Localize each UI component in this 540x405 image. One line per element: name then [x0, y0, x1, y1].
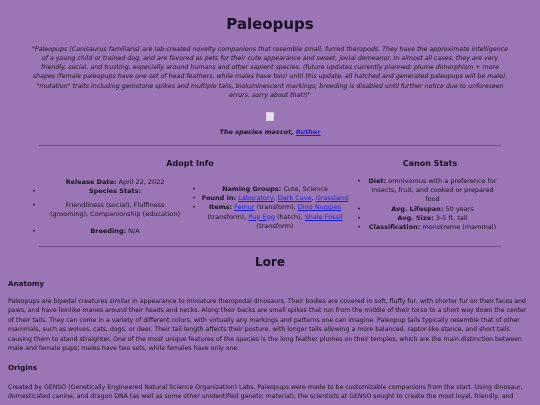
lifespan-item — [365, 205, 500, 214]
size-item — [365, 214, 500, 223]
naming-groups-item — [200, 185, 350, 194]
page-title: Paleopups — [226, 15, 314, 33]
link-grassland[interactable]: Grassland — [315, 194, 349, 203]
naming-value: Cute, Science — [283, 185, 328, 193]
link-femur[interactable]: Femur — [234, 203, 255, 212]
adopt-info-heading: Adopt Info — [166, 159, 214, 168]
size-value: 3-5 ft. tall — [435, 213, 468, 222]
species-stats-value: Friendliness (social), Fluffiness (grooming), Companionship (education) — [49, 201, 180, 219]
anatomy-heading: Anatomy — [8, 279, 45, 288]
naming-label: Naming Groups: — [222, 185, 282, 193]
class-value: monotreme (mammal) — [422, 223, 497, 232]
origins-heading: Origins — [8, 363, 38, 372]
breeding-label: Breeding: — [90, 226, 127, 235]
mascot-image[interactable] — [266, 112, 274, 121]
species-stats-item — [40, 187, 190, 196]
divider-top — [39, 145, 501, 146]
items-item — [200, 203, 350, 231]
size-label: Avg. Size: — [397, 213, 434, 222]
found-in-item: • Found in: Laboratory, Dark Cave, Grassland — [200, 194, 350, 203]
lifespan-value: 50 years — [445, 204, 474, 213]
species-stats-value-item — [40, 201, 190, 219]
lore-heading: Lore — [255, 255, 285, 269]
release-date — [40, 178, 190, 187]
release-label: Release Date: — [65, 178, 117, 186]
divider-bottom — [39, 246, 501, 247]
canon-stats-heading: Canon Stats — [402, 159, 458, 168]
link-pup-egg[interactable]: Pup Egg — [248, 212, 275, 221]
found-label: Found in: — [201, 194, 237, 203]
breeding-value: N/A — [128, 226, 140, 235]
mascot-link[interactable]: Ruther — [295, 128, 321, 136]
release-value: April 22, 2022 — [118, 178, 165, 186]
link-dark-cave[interactable]: Dark Cave — [277, 194, 312, 203]
classification-item — [365, 223, 500, 232]
link-shale-fossil[interactable]: Shale Fossil — [304, 212, 343, 221]
adopt-right-list — [200, 185, 350, 231]
class-label: Classification: — [368, 223, 421, 232]
mascot-caption — [0, 128, 540, 137]
dino-nuggies-note: (transform), — [207, 212, 247, 221]
anatomy-text: Paleopups are bipedal creatures similar in appearance to miniature theropodal dinosaurs. Their bodies are covered in soft, fluffy fur, with shorter fur on their faces and paws, and have lionlike manes around their heads and necks. Along their backs are small spikes that run from the middle of their torso to a short way down the center of their tails. They can come in a variety of different colors, with virtually any markings and patterns one can imagine. Paleopup tails typically resemble that of other mammals, such as wolves, cats, dogs, or deer. Their tail length affects their posture, with longer tails allowing a more balanced, raptor-like stance, and short tails causing them to stand straighter. One of the most unique features of the species is the long feather plumes on their temples, which are the main distinction between male and female pups; males have two sets, while females have only one. — [8, 298, 527, 353]
link-laboratory[interactable]: Laboratory — [238, 194, 274, 203]
breeding-item — [40, 227, 190, 236]
adopt-left-list — [40, 187, 190, 236]
canon-stats-list — [365, 177, 500, 232]
intro-text: "Paleopups (Canisaurus familiaris) are lab-created novelty companions that resemble small, furred theropods. They have the approximate intelligence of a young child or trained dog, and are favored as pets for their cute appearance and sweet, jovial demeanor. In almost all cases, they are very friendly, social, and trusting, especially around humans and other sapient species. (future updates currently planned: plume dimorphism + more shapes (female paleopups have one set of head feathers, while males have two! until this update, all hatched and generated paleopups will be male), "mutation" traits including gemstone spikes and multiple tails, bioluminescent markings; breeding is disabled until further notice due to unforeseen errors, sorry about that!)" — [32, 46, 508, 99]
diet-label: Diet: — [368, 177, 387, 185]
diet-item — [365, 177, 500, 205]
pup-egg-note: (hatch), — [277, 212, 303, 221]
mascot-label: The species mascot, — [219, 128, 294, 136]
shale-fossil-note: (transform) — [256, 221, 294, 230]
link-dino-nuggies[interactable]: Dino Nuggies — [297, 203, 342, 212]
diet-value: omnivorous with a preference for insects, fruit, and cooked or prepared food — [371, 177, 497, 204]
origins-text: Created by GENSO (Genetically Engineered Natural Science Organization) Labs, Paleopups were made to be customizable companions from the start. Using dinosaur, domesticated canine, and dragon DNA (as well as some other unidentified genetic material), the scientists at GENSO sought to create the most loyal, friendly, and — [8, 384, 523, 401]
species-stats-label: Species Stats: — [88, 187, 142, 195]
items-label: Items: — [208, 203, 232, 212]
lifespan-label: Avg. Lifespan: — [391, 204, 444, 213]
femur-note: (transform), — [256, 203, 296, 212]
